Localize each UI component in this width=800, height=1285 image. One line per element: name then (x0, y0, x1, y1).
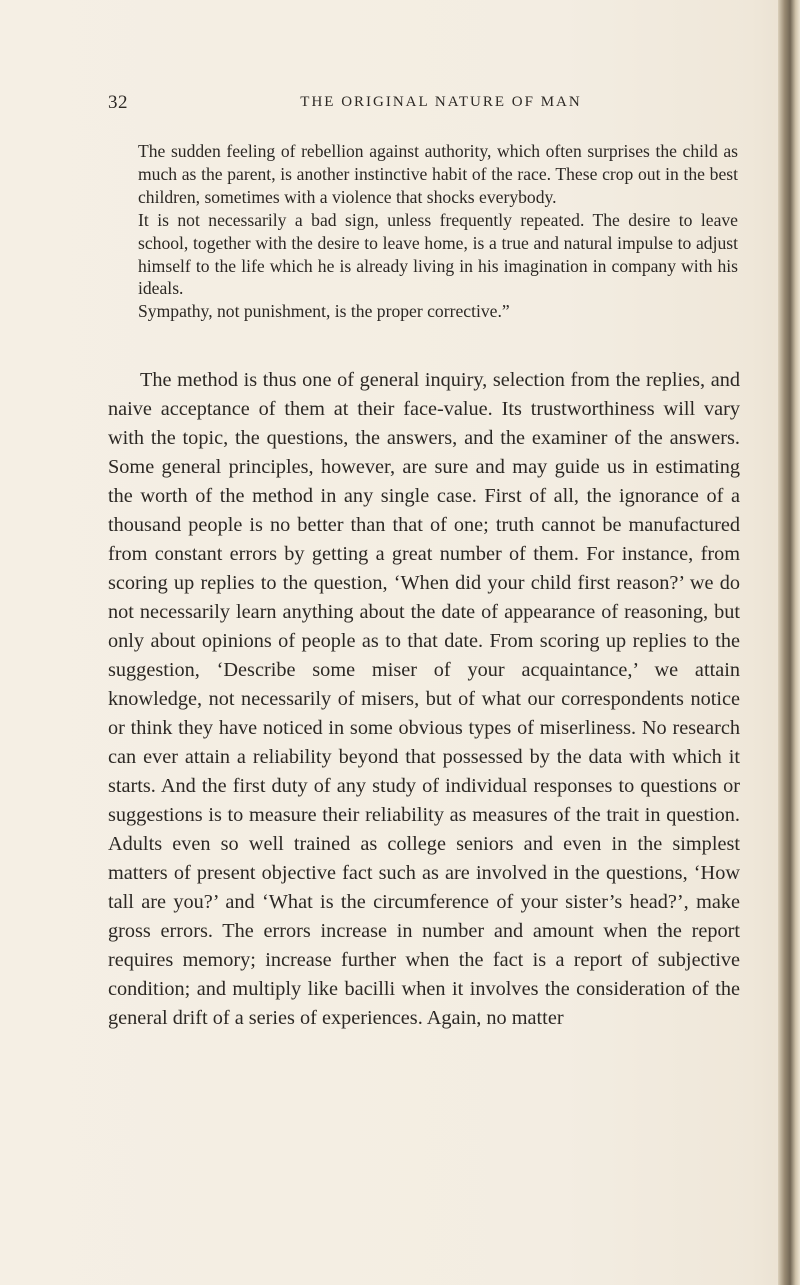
page-header (108, 92, 734, 118)
body-text (108, 366, 740, 1033)
quote-paragraph-3: Sympathy, not punishment, is the proper corrective.” (138, 301, 510, 322)
quote-paragraph-1: The sudden feeling of rebellion against authority, which often surprises the child as much as the parent, is another instinctive habit of the race. These crop out in the best children, sometimes with a violence that shocks everybody. (138, 141, 738, 207)
quoted-passage (138, 140, 738, 323)
body-paragraph: The method is thus one of general inquiry, selection from the replies, and naive acceptance of them at their face-value. Its trustworthiness will vary with the topic, the questions, the answers, and the examiner of the answers. Some general principles, however, are sure and may guide us in estimating the worth of the method in any single case. First of all, the ignorance of a thousand people is no better than that of one; truth cannot be manufactured from constant errors by getting a great number of them. For instance, from scoring up replies to the question, ‘When did your child first reason?’ we do not necessarily learn anything about the date of appearance of reasoning, but only about opinions of people as to that date. From scoring up replies to the suggestion, ‘Describe some miser of your acquaintance,’ we attain knowledge, not necessarily of misers, but of what our correspondents notice or think they have noticed in some obvious types of miserliness. No research can ever attain a reliability beyond that possessed by the data with which it starts. And the first duty of any study of individual responses to questions or suggestions is to measure their reliability as measures of the trait in question. Adults even so well trained as college seniors and even in the simplest matters of present objective fact such as are involved in the questions, ‘How tall are you?’ and ‘What is the circumference of your sister’s head?’, make gross errors. The errors increase in number and amount when the report requires memory; increase further when the fact is a report of subjective condition; and multiply like bacilli when it involves the consideration of the general drift of a series of experiences. Again, no matter (108, 369, 740, 1029)
running-title: THE ORIGINAL NATURE OF MAN (300, 94, 582, 110)
page-number: 32 (108, 92, 128, 113)
quote-paragraph-2: It is not necessarily a bad sign, unless frequently repeated. The desire to leave school, together with the desire to leave home, is a true and natural impulse to adjust himself to the life which he is already living in his imagination in company with his ideals. (138, 209, 738, 299)
page-binding-edge (778, 0, 800, 1285)
